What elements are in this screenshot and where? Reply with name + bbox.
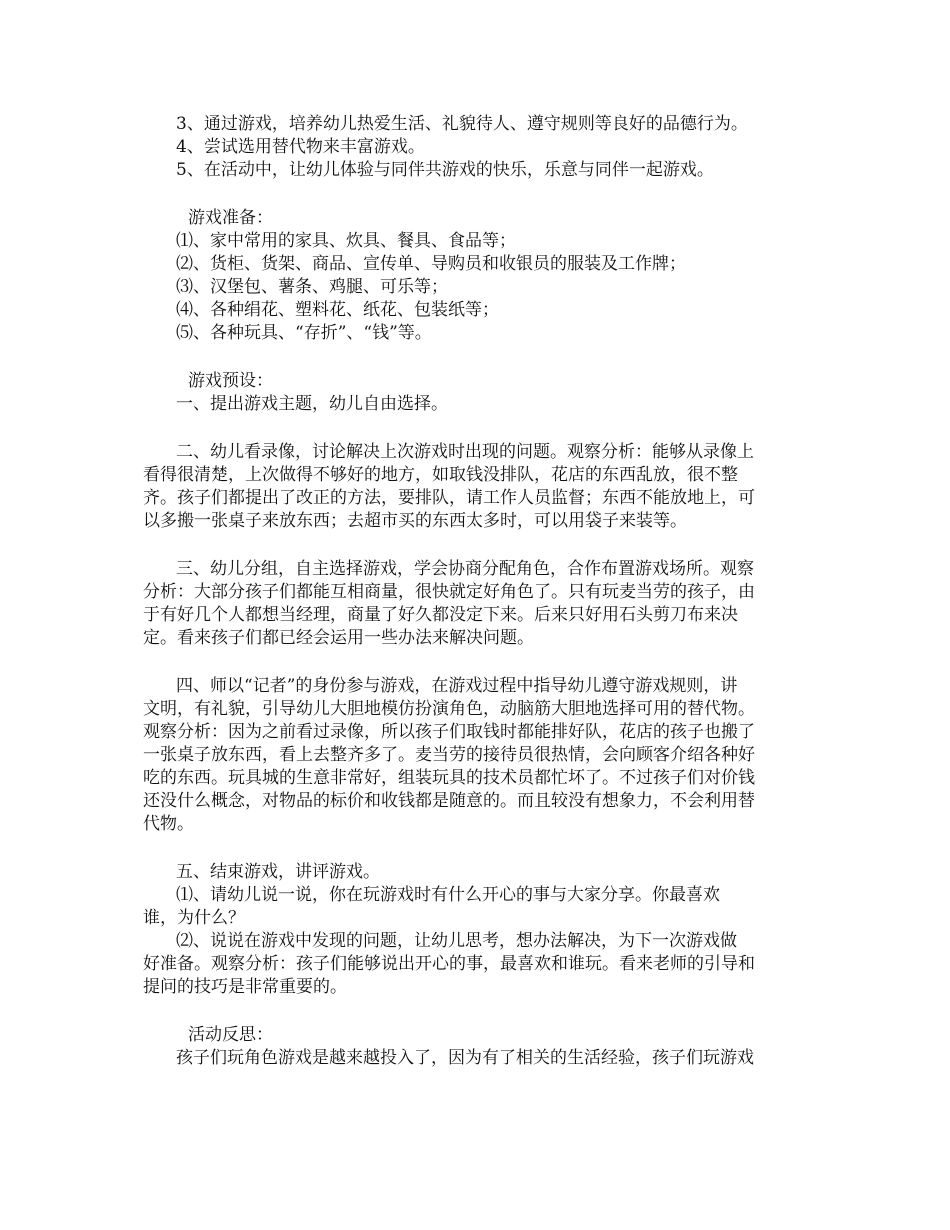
preset-step-4-line-2: 文明，有礼貌，引导幼儿大胆地模仿扮演角色，动脑筋大胆地选择可用的替代物。	[143, 699, 755, 719]
preset-step-5-sub-2-line-3: 提问的技巧是非常重要的。	[143, 977, 347, 997]
preset-step-5-sub-2-line-1: ⑵、说说在游戏中发现的问题，让幼儿思考，想办法解决，为下一次游戏做	[176, 931, 737, 951]
preset-step-3-line-1: 三、幼儿分组，自主选择游戏，学会协商分配角色，合作布置游戏场所。观察	[176, 559, 754, 579]
preset-step-5-heading: 五、结束游戏，讲评游戏。	[176, 862, 380, 882]
goal-line-3: 3、通过游戏，培养幼儿热爱生活、礼貌待人、遵守规则等良好的品德行为。	[176, 114, 748, 134]
preset-step-3-line-3: 于有好几个人都想当经理，商量了好久都没定下来。后来只好用石头剪刀布来决	[143, 605, 738, 625]
preparation-item-3: ⑶、汉堡包、薯条、鸡腿、可乐等；	[176, 277, 448, 297]
preset-step-4-line-1: 四、师以“记者”的身份参与游戏，在游戏过程中指导幼儿遵守游戏规则，讲	[176, 676, 738, 696]
preset-step-3-line-2: 分析：大部分孩子们都能互相商量，很快就定好角色了。只有玩麦当劳的孩子，由	[143, 582, 755, 602]
preset-step-5-sub-1-line-2: 谁，为什么？	[143, 908, 245, 928]
goal-line-4: 4、尝试选用替代物来丰富游戏。	[176, 137, 425, 157]
preset-step-2-line-1: 二、幼儿看录像，讨论解决上次游戏时出现的问题。观察分析：能够从录像上	[176, 442, 754, 462]
preset-step-4-line-4: 一张桌子放东西，看上去整齐多了。麦当劳的接待员很热情，会向顾客介绍各种好	[143, 745, 755, 765]
preset-step-2-line-4: 以多搬一张桌子来放东西；去超市买的东西太多时，可以用袋子来装等。	[143, 511, 687, 531]
preparation-item-2: ⑵、货柜、货架、商品、宣传单、导购员和收银员的服装及工作牌；	[176, 254, 686, 274]
preset-step-4-line-5: 吃的东西。玩具城的生意非常好，组装玩具的技术员都忙坏了。不过孩子们对价钱	[143, 768, 755, 788]
preset-step-2-line-3: 齐。孩子们都提出了改正的方法，要排队，请工作人员监督；东西不能放地上，可	[143, 488, 755, 508]
section-heading-preset: 游戏预设：	[188, 371, 273, 391]
preset-step-4-line-3: 观察分析：因为之前看过录像，所以孩子们取钱时都能排好队，花店的孩子也搬了	[143, 722, 755, 742]
preset-step-5-sub-2-line-2: 好准备。观察分析：孩子们能够说出开心的事，最喜欢和谁玩。看来老师的引导和	[143, 954, 755, 974]
preparation-item-4: ⑷、各种绢花、塑料花、纸花、包装纸等；	[176, 300, 499, 320]
goal-line-5: 5、在活动中，让幼儿体验与同伴共游戏的快乐，乐意与同伴一起游戏。	[176, 160, 714, 180]
preparation-item-1: ⑴、家中常用的家具、炊具、餐具、食品等；	[176, 231, 516, 251]
preset-step-5-sub-1-line-1: ⑴、请幼儿说一说，你在玩游戏时有什么开心的事与大家分享。你最喜欢	[176, 885, 720, 905]
preset-step-2-line-2: 看得很清楚，上次做得不够好的地方，如取钱没排队，花店的东西乱放，很不整	[143, 465, 738, 485]
preparation-item-5: ⑸、各种玩具、“存折”、“钱”等。	[176, 323, 432, 343]
preset-step-4-line-6: 还没什么概念，对物品的标价和收钱都是随意的。而且较没有想象力，不会利用替	[143, 791, 755, 811]
preset-step-4-line-7: 代物。	[143, 814, 194, 834]
preset-step-3-line-4: 定。看来孩子们都已经会运用一些办法来解决问题。	[143, 628, 534, 648]
section-heading-reflection: 活动反思：	[188, 1025, 273, 1045]
section-heading-preparation: 游戏准备：	[188, 208, 273, 228]
preset-step-1: 一、提出游戏主题，幼儿自由选择。	[176, 394, 448, 414]
reflection-line-1: 孩子们玩角色游戏是越来越投入了，因为有了相关的生活经验，孩子们玩游戏	[176, 1048, 754, 1068]
